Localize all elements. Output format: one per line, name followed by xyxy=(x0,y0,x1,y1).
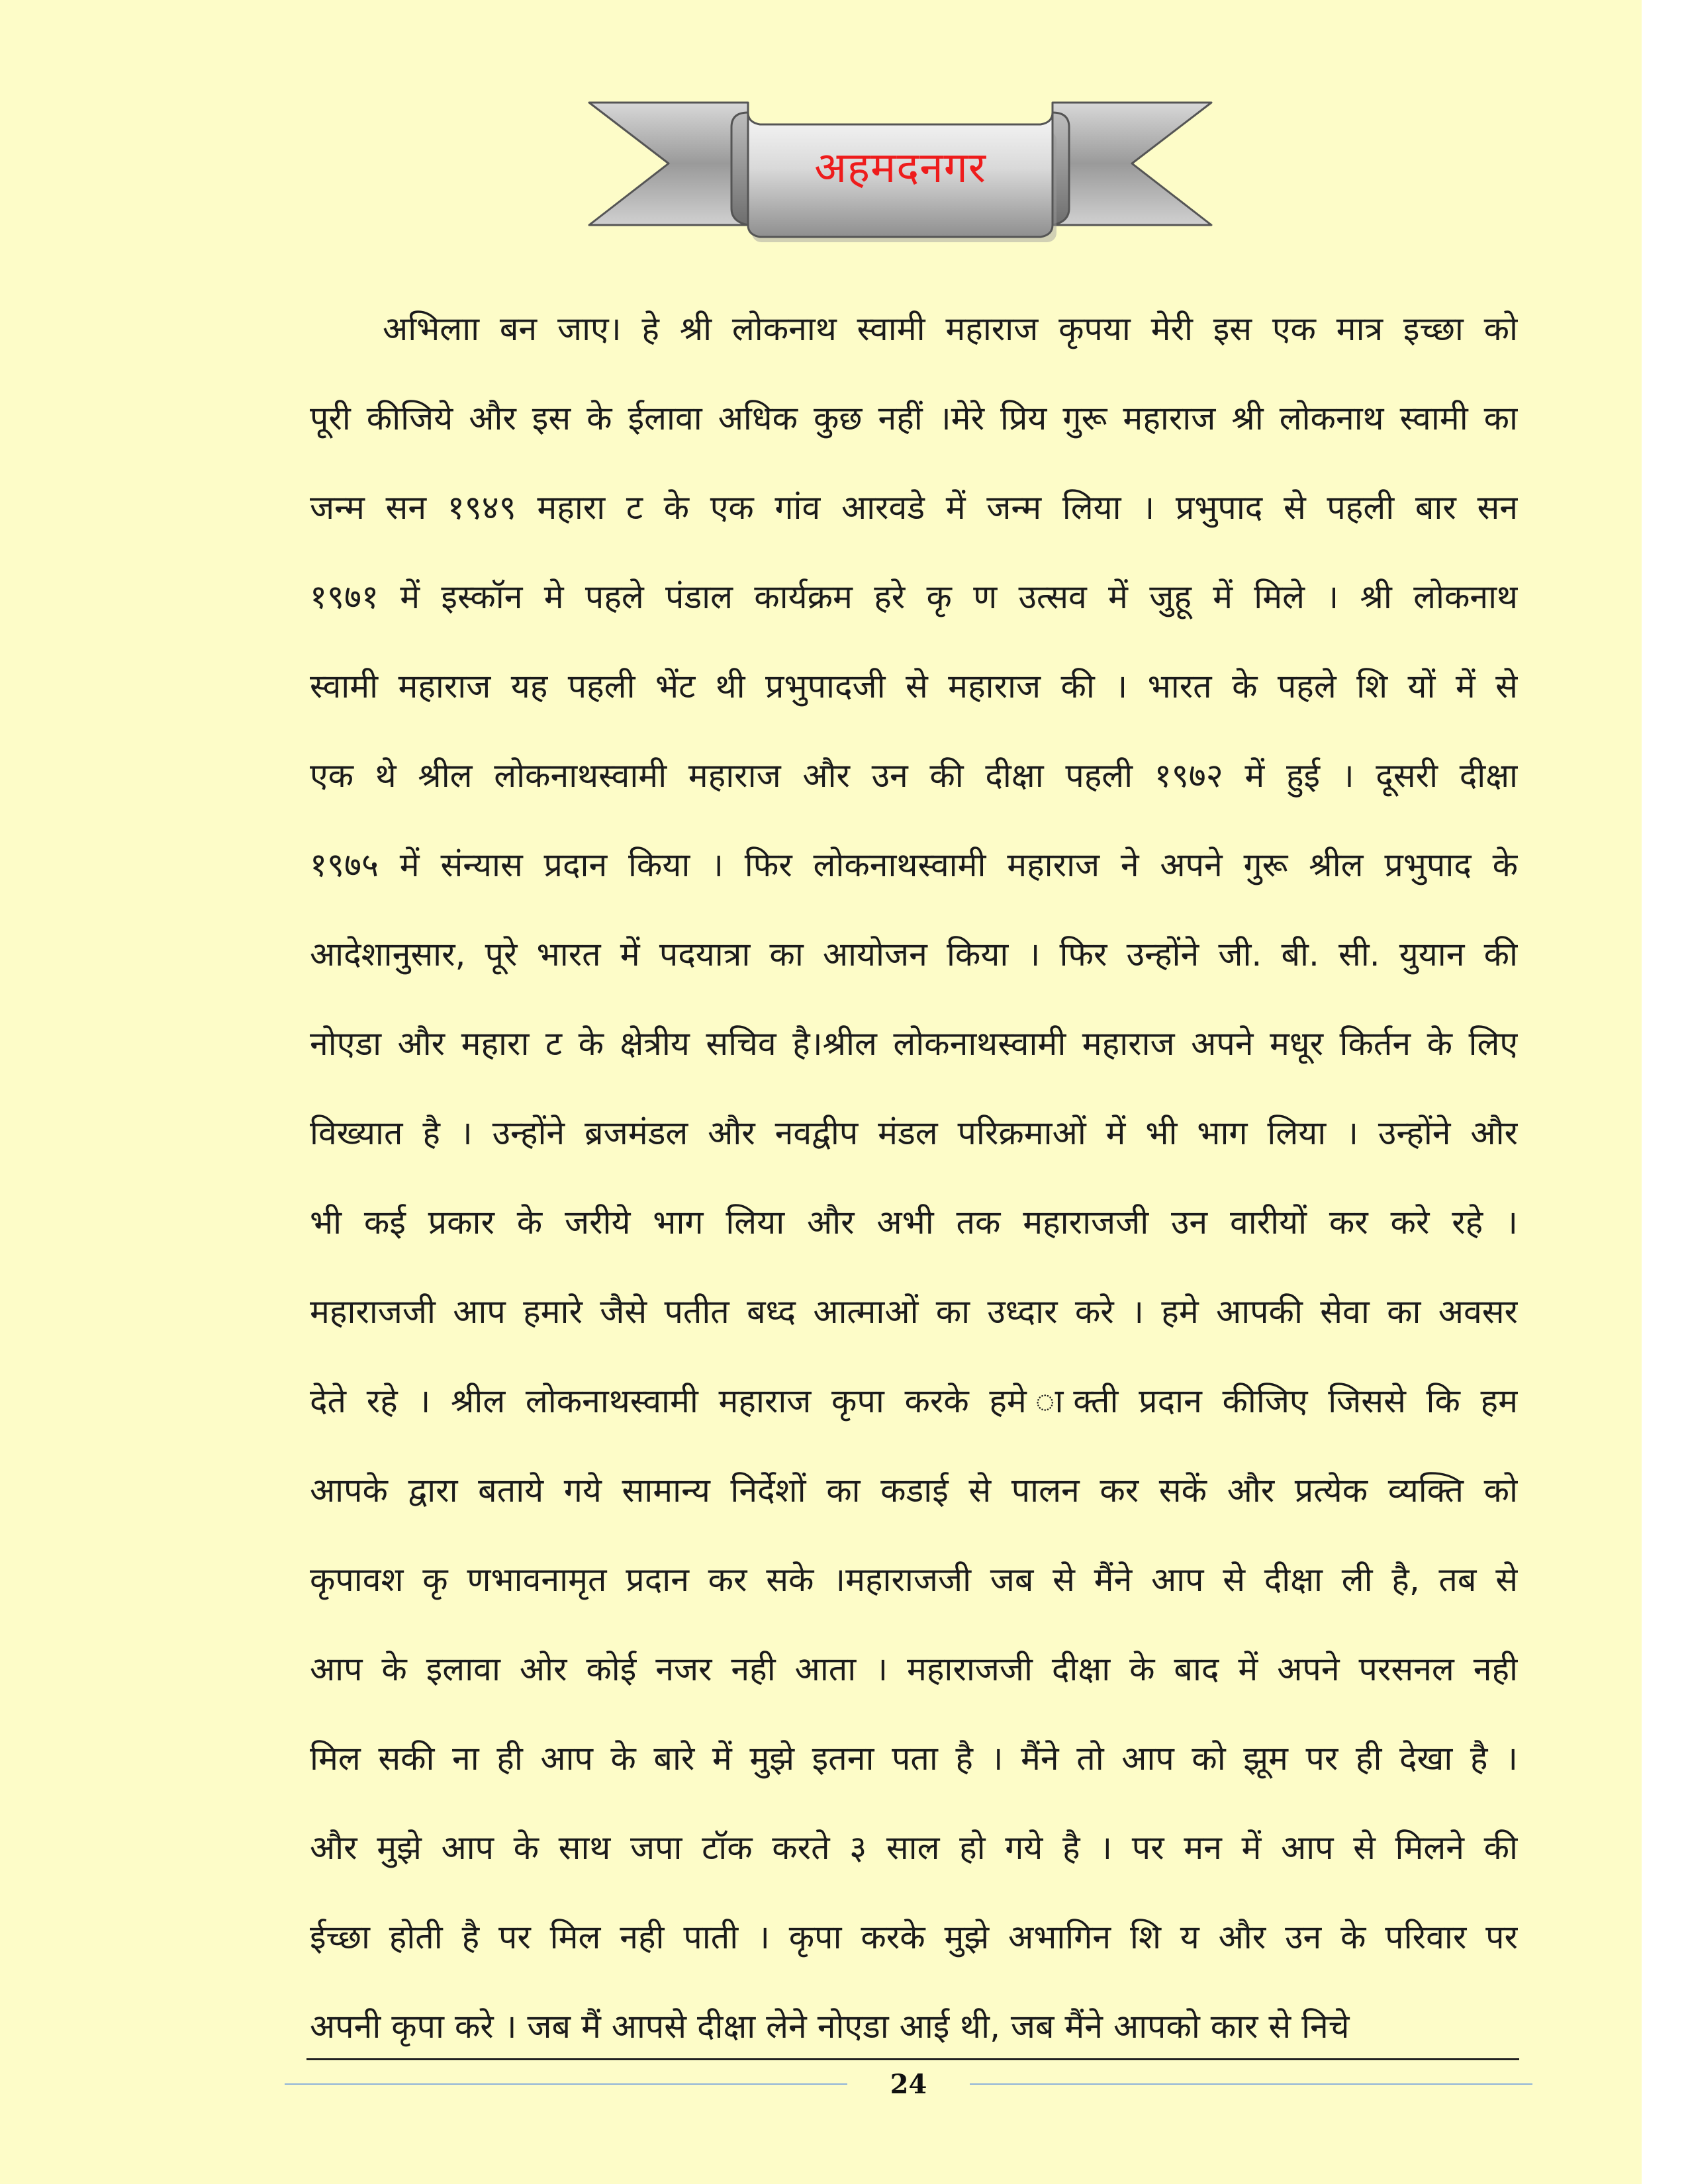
page-title: अहमदनगर xyxy=(814,143,986,193)
body-line: महाराजजी आप हमारे जैसे पतीत बध्द आत्माओं का उध्दार करे । हमे आपकी सेवा का अवसर xyxy=(310,1293,1518,1331)
title-ribbon-banner xyxy=(583,93,1218,251)
body-line: पूरी कीजिये और इस के ईलावा अधिक कुछ नहीं ।मेरे प्रिय गुरू महाराज श्री लोकनाथ स्वामी का xyxy=(310,399,1518,437)
page-margin-edge xyxy=(1642,0,1688,2184)
body-line: नोएडा और महारा ट के क्षेत्रीय सचिव है।श्रील लोकनाथस्वामी महाराज अपने मधूर किर्तन के लिए xyxy=(310,1024,1518,1063)
body-line: आप के इलावा ओर कोई नजर नही आता । महाराजजी दीक्षा के बाद में अपने परसनल नही xyxy=(310,1650,1518,1688)
body-line: जन्म सन १९४९ महारा ट के एक गांव आरवडे में जन्म लिया । प्रभुपाद से पहली बार सन xyxy=(310,488,1518,527)
body-line: स्वामी महाराज यह पहली भेंट थी प्रभुपादजी से महाराज की । भारत के पहले शि यों में से xyxy=(310,667,1518,705)
footer-left-rule xyxy=(285,2083,847,2085)
body-line: भी कई प्रकार के जरीये भाग लिया और अभी तक महाराजजी उन वारीयों कर करे रहे । xyxy=(310,1203,1518,1242)
body-line: मिल सकी ना ही आप के बारे में मुझे इतना पता है । मैंने तो आप को झूम पर ही देखा है । xyxy=(310,1739,1518,1778)
body-line: कृपावश कृ णभावनामृत प्रदान कर सके ।महाराजजी जब से मैंने आप से दीक्षा ली है, तब से xyxy=(310,1561,1518,1599)
body-line: और मुझे आप के साथ जपा टॉक करते ३ साल हो गये है । पर मन में आप से मिलने की xyxy=(310,1829,1518,1867)
body-line: अभिलाा बन जाए। हे श्री लोकनाथ स्वामी महाराज कृपया मेरी इस एक मात्र इच्छा को xyxy=(383,310,1518,348)
body-line: आदेशानुसार, पूरे भारत में पदयात्रा का आयोजन किया । फिर उन्होंने जी. बी. सी. युयान की xyxy=(310,935,1518,974)
footer-divider xyxy=(306,2058,1519,2060)
body-line: आपके द्वारा बताये गये सामान्य निर्देशों का कडाई से पालन कर सकें और प्रत्येक व्यक्ति को xyxy=(310,1471,1518,1510)
body-line: ईच्छा होती है पर मिल नही पाती । कृपा करके मुझे अभागिन शि य और उन के परिवार पर xyxy=(310,1918,1518,1956)
body-line: विख्यात है । उन्होंने ब्रजमंडल और नवद्वीप मंडल परिक्रमाओं में भी भाग लिया । उन्होंने और xyxy=(310,1114,1518,1152)
body-line: १९७१ में इस्कॉन मे पहले पंडाल कार्यक्रम हरे कृ ण उत्सव में जुहू में मिले । श्री लोकनाथ xyxy=(310,578,1518,616)
body-line: अपनी कृपा करे । जब मैं आपसे दीक्षा लेने नोएडा आई थी, जब मैंने आपको कार से निचे xyxy=(310,2007,1350,2046)
body-line: १९७५ में संन्यास प्रदान किया । फिर लोकनाथस्वामी महाराज ने अपने गुरू श्रील प्रभुपाद के xyxy=(310,846,1518,884)
footer-right-rule xyxy=(970,2083,1532,2085)
body-line: देते रहे । श्रील लोकनाथस्वामी महाराज कृपा करके हमे ाक्ती प्रदान कीजिए जिससे कि हम xyxy=(310,1382,1518,1420)
body-paragraph xyxy=(310,285,1518,2071)
body-line: एक थे श्रील लोकनाथस्वामी महाराज और उन की दीक्षा पहली १९७२ में हुई । दूसरी दीक्षा xyxy=(310,756,1518,795)
page-number: 24 xyxy=(890,2069,927,2100)
